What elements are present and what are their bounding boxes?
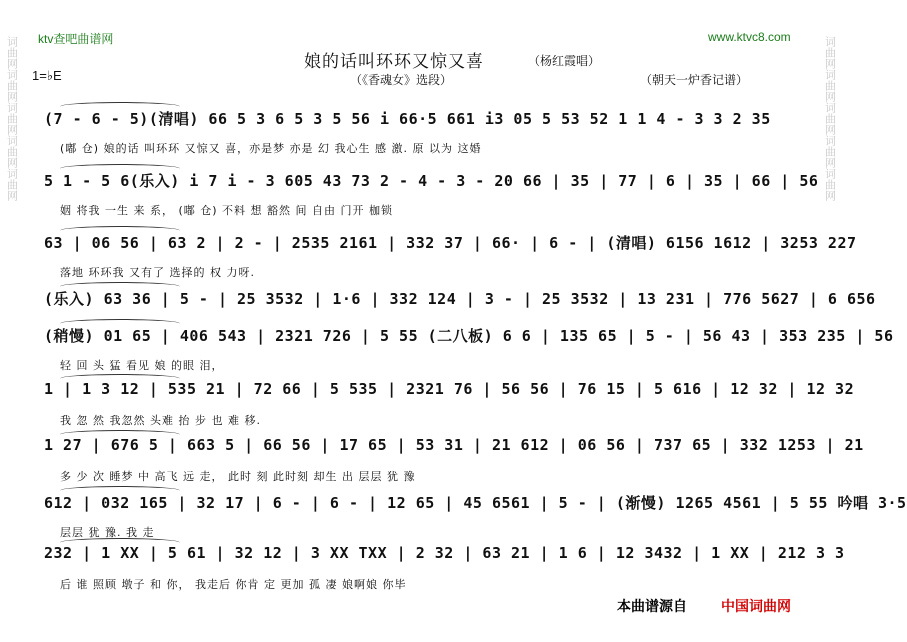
notation-row: 1 | 1 3 12 | 535 21 | 72 66 | 5 535 | 2321 76 | 56 56 | 76 15 | 5 616 | 12 32 | 12 32 <box>44 380 855 398</box>
notation-row: 1 27 | 676 5 | 663 5 | 66 56 | 17 65 | 53 31 | 21 612 | 06 56 | 737 65 | 332 1253 | 21 <box>44 436 864 454</box>
notation-row: (稍慢) 01 65 | 406 543 | 2321 726 | 5 55 (二八板) 6 6 | 135 65 | 5 - | 56 43 | 353 235 | 56 <box>44 327 894 345</box>
source-name: 中国词曲网 <box>721 599 791 615</box>
slur-mark <box>60 374 180 383</box>
key-signature: 1=♭E <box>32 68 62 83</box>
lyrics-row: 轻 回 头 猛 看见 娘 的眼 泪， <box>60 359 224 372</box>
subtitle-label: （《香魂女》选段） <box>350 73 453 87</box>
notation-row: 232 | 1 XX | 5 61 | 32 12 | 3 XX TXX | 2 32 | 63 21 | 1 6 | 12 3432 | 1 XX | 212 3 3 <box>44 544 845 562</box>
slur-mark <box>60 282 180 291</box>
notation-row: 5 1 - 5 6(乐入) i 7 i - 3 605 43 73 2 - 4 - 3 - 20 66 | 35 | 77 | 6 | 35 | 66 | 56 <box>44 172 819 190</box>
slur-mark <box>60 430 180 439</box>
source-label: 本曲谱源自 <box>617 599 687 615</box>
slur-mark <box>60 486 180 495</box>
lyrics-row: 后 谁 照顾 墩子 和 你， 我走后 你肯 定 更加 孤 凄 娘啊娘 你毕 <box>60 578 407 591</box>
slur-mark <box>60 164 180 173</box>
lyrics-row: (嘟 仓) 娘的话 叫环环 又惊又 喜，亦是梦 亦是 幻 我心生 感 激. 原 以为 这婚 <box>60 142 482 155</box>
lyrics-row: 姻 将我 一生 来 系， (嘟 仓) 不料 想 豁然 间 自由 门开 枷锁 <box>60 204 394 217</box>
left-watermark: 词曲网词曲网词曲网词曲网词曲网 <box>5 36 19 201</box>
notation-row: (乐入) 63 36 | 5 - | 25 3532 | 1·6 | 332 124 | 3 - | 25 3532 | 13 231 | 776 5627 | 6 656 <box>44 290 876 308</box>
singer-label: （杨红霞唱） <box>528 54 601 68</box>
lyrics-row: 落地 环环我 又有了 选择的 权 力呀. <box>60 266 255 279</box>
site-left-label: ktv查吧曲谱网 <box>38 32 114 46</box>
slur-mark <box>60 538 180 547</box>
score-title: 娘的话叫环环又惊又喜 <box>304 52 484 72</box>
slur-mark <box>60 319 180 328</box>
lyrics-row: 多 少 次 睡梦 中 高飞 远 走， 此时 刻 此时刻 却生 出 层层 犹 豫 <box>60 470 416 483</box>
arranger-label: （朝天一炉香记谱） <box>640 73 749 87</box>
slur-mark <box>60 226 180 235</box>
lyrics-row: 我 忽 然 我忽然 头难 抬 步 也 难 移. <box>60 414 261 427</box>
site-right-label: www.ktvc8.com <box>708 30 791 44</box>
slur-mark <box>60 102 180 111</box>
notation-row: 63 | 06 56 | 63 2 | 2 - | 2535 2161 | 332 37 | 66· | 6 - | (清唱) 6156 1612 | 3253 227 <box>44 234 857 252</box>
lyrics-row: 层层 犹 豫. 我 走 <box>60 526 155 539</box>
notation-row: 612 | 032 165 | 32 17 | 6 - | 6 - | 12 65 | 45 6561 | 5 - | (渐慢) 1265 4561 | 5 55 吟唱 3·5 <box>44 494 907 512</box>
notation-row: (7 - 6 - 5)(清唱) 66 5 3 6 5 3 5 56 i 66·5 661 i3 05 5 53 52 1 1 4 - 3 3 2 35 <box>44 110 771 128</box>
right-watermark: 词曲网词曲网词曲网词曲网词曲网 <box>823 36 837 201</box>
